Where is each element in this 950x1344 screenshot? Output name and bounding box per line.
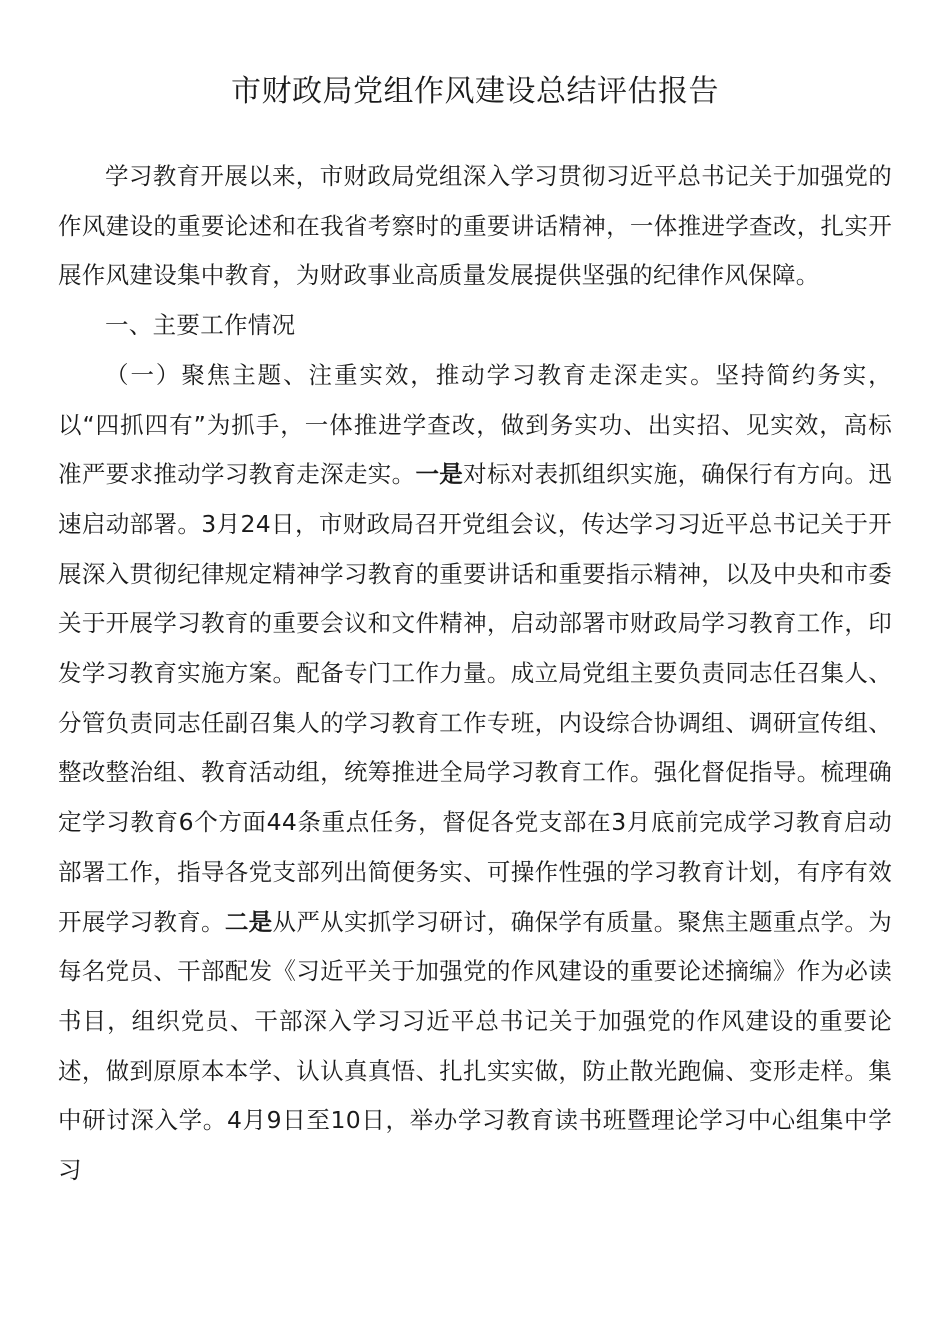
bold-marker-second: 二是 (224, 907, 273, 936)
intro-paragraph: 学习教育开展以来，市财政局党组深入学习贯彻习近平总书记关于加强党的作风建设的重要论述和在我省考察时的重要讲话精神，一体推进学查改，扎实开展作风建设集中教育，为财政事业高质量发展提供坚强的纪律作风保障。 (58, 162, 892, 290)
document-title: 市财政局党组作风建设总结评估报告 (231, 74, 719, 109)
document-page (58, 62, 892, 1196)
subsection-text-a: （一）聚焦主题、注重实效，推动学习教育走深走实。坚持简约务实，以“四抓四有”为抓手，一体推进学查改，做到务实功、出实招、见实效，高标准严要求推动学习教育走深走实。 (58, 360, 892, 489)
subsection-text-c: 从严从实抓学习研讨，确保学有质量。聚焦主题重点学。为每名党员、干部配发《习近平关于加强党的作风建设的重要论述摘编》作为必读书目，组织党员、干部深入学习习近平总书记关于加强党的作风建设的重要论述，做到原原本本学、认认真真悟、扎扎实实做，防止散光跑偏、变形走样。集中研讨深入学。4月9日至10日，举办学习教育读书班暨理论学习中心组集中学习 (58, 907, 892, 1185)
subsection-text-b: 对标对表抓组织实施，确保行有方向。迅速启动部署。3月24日，市财政局召开党组会议，传达学习习近平总书记关于开展深入贯彻纪律规定精神学习教育的重要讲话和重要指示精神，以及中央和市委关于开展学习教育的重要会议和文件精神，启动部署市财政局学习教育工作，印发学习教育实施方案。配备专门工作力量。成立局党组主要负责同志任召集人、分管负责同志任副召集人的学习教育工作专班，内设综合协调组、调研宣传组、整改整治组、教育活动组，统筹推进全局学习教育工作。强化督促指导。梳理确定学习教育6个方面44条重点任务，督促各党支部在3月底前完成学习教育启动部署工作，指导各党支部列出简便务实、可操作性强的学习教育计划，有序有效开展学习教育。 (58, 460, 893, 936)
section-heading: 一、主要工作情况 (105, 311, 296, 340)
subsection-paragraph (58, 351, 892, 1196)
bold-marker-first: 一是 (415, 460, 464, 489)
